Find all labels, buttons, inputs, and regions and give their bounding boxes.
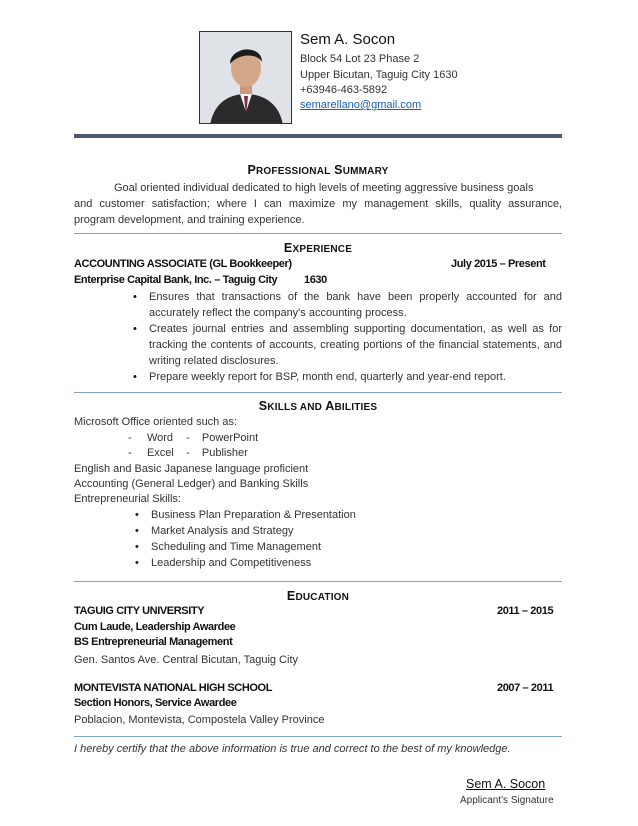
entrepreneurial-skills bbox=[133, 507, 433, 571]
language-skill: English and Basic Japanese language proficient bbox=[74, 463, 309, 475]
office-item-powerpoint: - PowerPoint bbox=[186, 432, 259, 444]
summary-line-3: program development, and training experience. bbox=[74, 214, 305, 226]
experience-heading: EXPERIENCE bbox=[283, 241, 353, 255]
school-1-name: TAGUIG CITY UNIVERSITY bbox=[74, 605, 205, 617]
company-name: Enterprise Capital Bank, Inc. – Taguig City bbox=[74, 274, 278, 286]
duty-item: • Creates journal entries and assembling supporting documentation, as well as for tracking the contents of accounts, creating portions of the financial statements, and writing related disclosures. bbox=[131, 321, 562, 369]
school-2-years: 2007 – 2011 bbox=[497, 682, 554, 694]
school-2-name: MONTEVISTA NATIONAL HIGH SCHOOL bbox=[74, 682, 273, 694]
skill-item: • Business Plan Preparation & Presentation bbox=[133, 507, 433, 523]
accounting-skill: Accounting (General Ledger) and Banking Skills bbox=[74, 478, 309, 490]
skill-item: • Leadership and Competitiveness bbox=[133, 555, 433, 571]
school-1-years: 2011 – 2015 bbox=[497, 605, 554, 617]
entrepreneurial-label: Entrepreneurial Skills: bbox=[74, 493, 181, 505]
signature-caption: Applicant's Signature bbox=[460, 795, 554, 806]
section-divider bbox=[74, 233, 562, 234]
header-divider bbox=[74, 134, 562, 138]
office-item-word: - Word bbox=[128, 432, 174, 444]
job-position: ACCOUNTING ASSOCIATE (GL Bookkeeper) bbox=[74, 258, 292, 270]
office-item-excel: - Excel bbox=[128, 447, 174, 459]
school-1-degree: BS Entrepreneurial Management bbox=[74, 636, 233, 648]
skill-item: • Market Analysis and Strategy bbox=[133, 523, 433, 539]
phone-number: +63946-463-5892 bbox=[300, 84, 388, 96]
office-item-publisher: - Publisher bbox=[186, 447, 248, 459]
skill-item: • Scheduling and Time Management bbox=[133, 539, 433, 555]
summary-line-1: Goal oriented individual dedicated to high levels of meeting aggressive business goals bbox=[114, 182, 534, 194]
school-1-address: Gen. Santos Ave. Central Bicutan, Taguig City bbox=[74, 654, 299, 666]
signature-name: Sem A. Socon bbox=[466, 777, 546, 791]
section-divider bbox=[74, 392, 562, 393]
email-link[interactable]: semarellano@gmail.com bbox=[300, 99, 422, 111]
summary-heading: PROFESSIONAL SUMMARY bbox=[247, 163, 389, 177]
certification-statement: I hereby certify that the above information is true and correct to the best of my knowledge. bbox=[74, 743, 511, 755]
duty-item: • Ensures that transactions of the bank have been properly accounted for and accurately reflect the company's accounting process. bbox=[131, 289, 562, 321]
education-heading: EDUCATION bbox=[286, 589, 350, 603]
office-intro: Microsoft Office oriented such as: bbox=[74, 416, 238, 428]
school-2-honor: Section Honors, Service Awardee bbox=[74, 697, 237, 709]
person-photo-icon bbox=[200, 32, 292, 124]
profile-photo bbox=[199, 31, 292, 124]
section-divider bbox=[74, 736, 562, 737]
applicant-name: Sem A. Socon bbox=[300, 31, 396, 48]
company-zip: 1630 bbox=[304, 274, 327, 286]
school-1-honor: Cum Laude, Leadership Awardee bbox=[74, 621, 236, 633]
skills-heading: SKILLS AND ABILITIES bbox=[258, 399, 378, 413]
job-dates: July 2015 – Present bbox=[451, 258, 546, 270]
address-line-1: Block 54 Lot 23 Phase 2 bbox=[300, 53, 420, 65]
duty-item: • Prepare weekly report for BSP, month end, quarterly and year-end report. bbox=[131, 369, 562, 385]
school-2-address: Poblacion, Montevista, Compostela Valley Province bbox=[74, 714, 325, 726]
section-divider bbox=[74, 581, 562, 582]
summary-line-2: and customer satisfaction; where I can maximize my management skills, quality assurance, bbox=[74, 198, 562, 210]
address-line-2: Upper Bicutan, Taguig City 1630 bbox=[300, 69, 458, 81]
experience-duties bbox=[131, 289, 562, 385]
